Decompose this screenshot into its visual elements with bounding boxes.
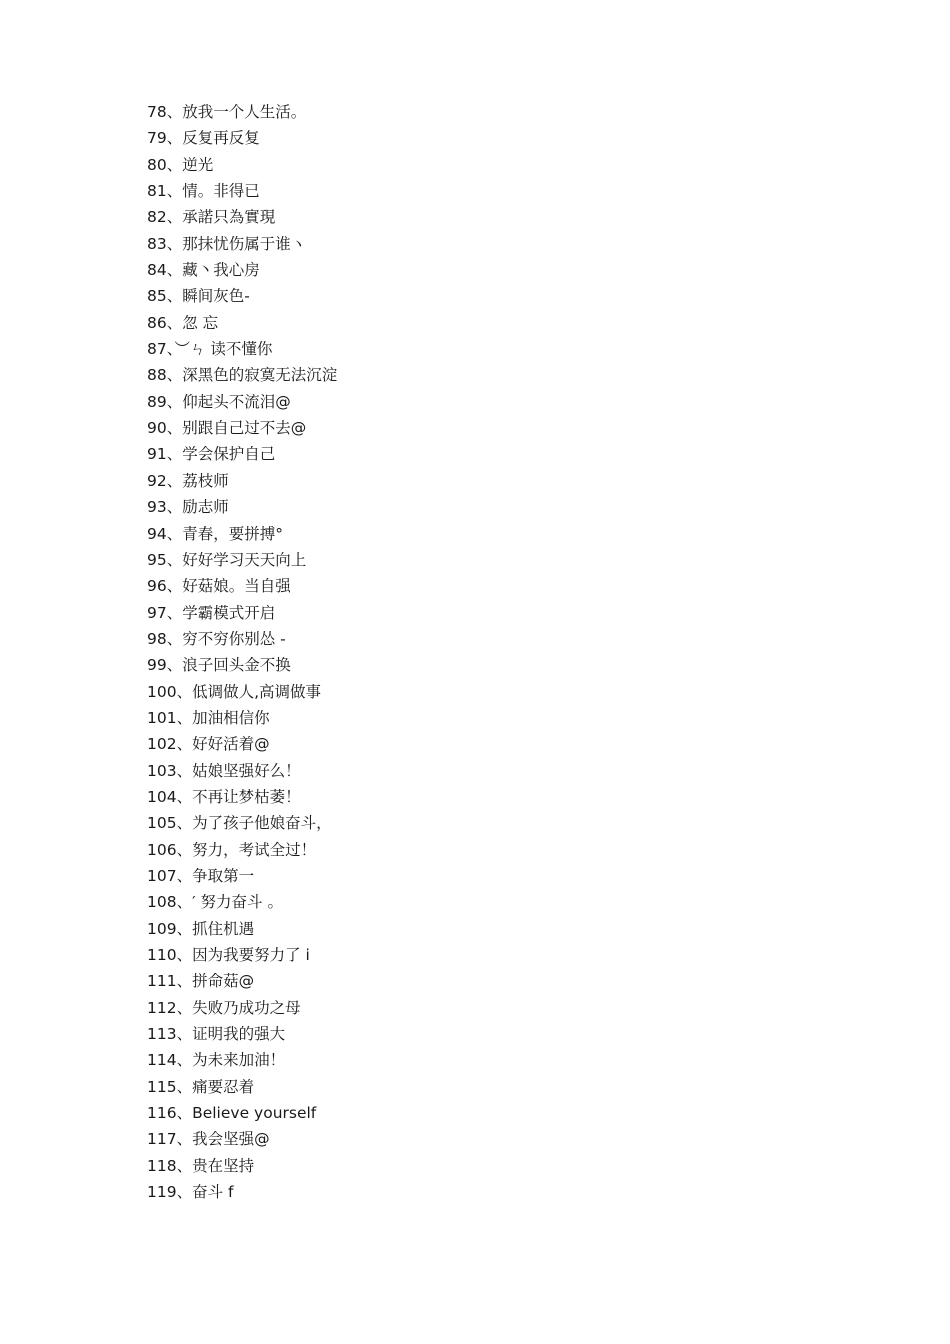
list-item: 99、浪子回头金不换	[147, 656, 291, 675]
list-item: 96、好菇娘。当自强	[147, 577, 291, 596]
list-item: 84、藏丶我心房	[147, 261, 260, 280]
numbered-list	[147, 99, 337, 1205]
list-item: 95、好好学习天天向上	[147, 550, 307, 569]
list-item: 101、加油相信你	[147, 708, 270, 727]
list-item: 114、为未来加油！	[147, 1051, 286, 1070]
list-item: 100、低调做人,高调做事	[147, 682, 322, 701]
list-item: 104、不再让梦枯萎！	[147, 787, 301, 806]
list-item: 103、姑娘坚强好么！	[147, 761, 301, 780]
list-item: 119、奋斗 f	[147, 1183, 234, 1202]
list-item: 115、痛要忍着	[147, 1077, 255, 1096]
list-item: 92、荔枝师	[147, 471, 229, 490]
list-item: 109、抓住机遇	[147, 919, 255, 938]
list-item: 105、为了孩子他娘奋斗，	[147, 814, 332, 833]
list-item: 106、努力，考试全过！	[147, 840, 317, 859]
list-item: 117、我会坚强@	[147, 1130, 270, 1149]
list-item: 107、争取第一	[147, 866, 255, 885]
list-item: 97、学霸模式开启	[147, 603, 276, 622]
list-item: 102、好好活着@	[147, 735, 270, 754]
list-item: 94、青春，要拼搏°	[147, 524, 283, 543]
list-item: 116、Believe yourself	[147, 1104, 317, 1123]
list-item: 108、′ 努力奋斗 。	[147, 893, 283, 912]
list-item: 85、瞬间灰色-	[147, 287, 250, 306]
list-item: 90、别跟自己过不去@	[147, 419, 307, 438]
list-item: 83、那抹忧伤属于谁ヽ	[147, 234, 307, 253]
list-item: 88、深黑色的寂寞无法沉淀	[147, 366, 338, 385]
list-item: 87、︶ㄣ 读不懂你	[147, 340, 273, 359]
list-item: 89、仰起头不流泪@	[147, 392, 291, 411]
list-item: 112、失败乃成功之母	[147, 998, 301, 1017]
list-item: 82、承諾只為實現	[147, 208, 276, 227]
list-item: 86、忽 忘	[147, 313, 219, 332]
list-item: 79、反复再反复	[147, 129, 260, 148]
list-item: 80、逆光	[147, 155, 214, 174]
list-item: 113、证明我的强大	[147, 1025, 286, 1044]
list-item: 118、贵在坚持	[147, 1156, 255, 1175]
list-item: 78、放我一个人生活。	[147, 103, 307, 121]
list-item: 110、因为我要努力了 i	[147, 946, 310, 964]
list-item: 111、拼命菇@	[147, 972, 255, 991]
list-item: 93、励志师	[147, 498, 229, 517]
list-item: 81、情。非得已	[147, 182, 260, 201]
list-item: 91、学会保护自己	[147, 445, 276, 464]
list-item: 98、穷不穷你别怂 -	[147, 629, 286, 648]
